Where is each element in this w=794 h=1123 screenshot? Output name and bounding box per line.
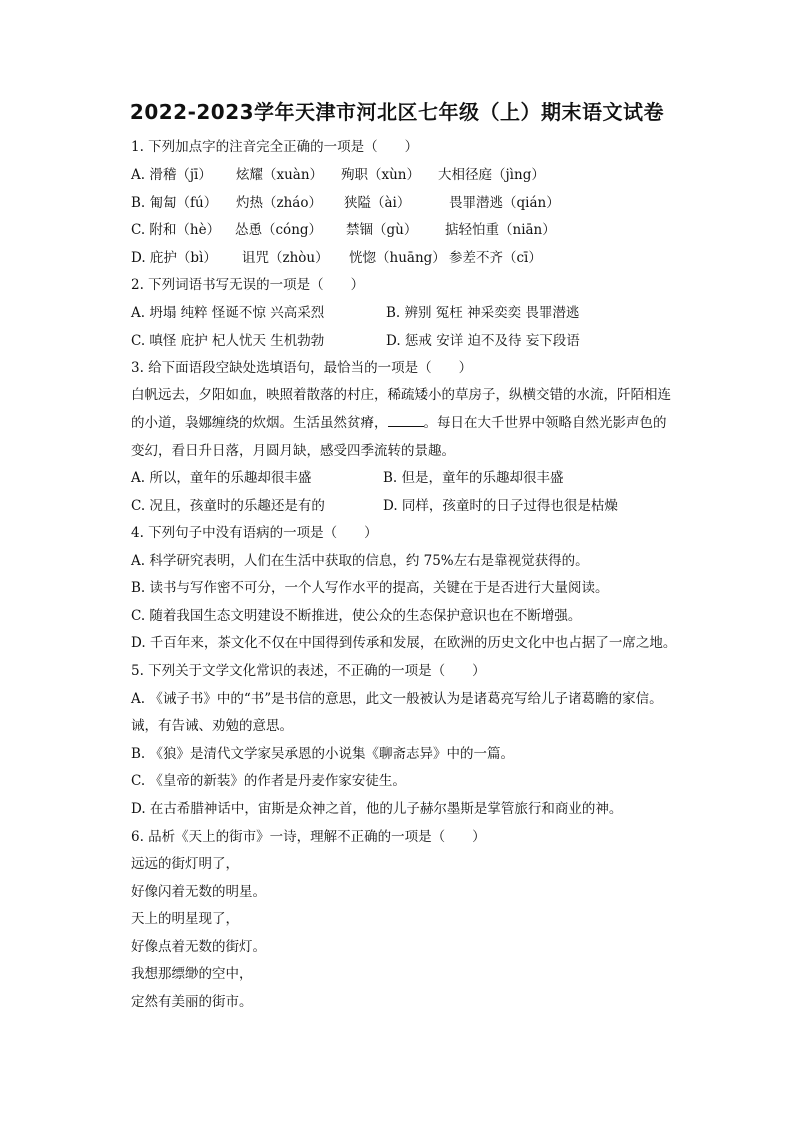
question-2-options-cd: [131, 331, 580, 351]
question-2-options-ab: [131, 303, 579, 323]
question-3-passage-line: 变幻，看日升日落，月圆月缺，感受四季流转的景趣。: [131, 443, 455, 459]
question-5-option-a: A. 《诫子书》中的“书”是书信的意思，此文一般被认为是诸葛亮写给儿子诸葛瞻的家信。: [131, 691, 663, 707]
question-1-stem: 1. 下列加点字的注音完全正确的一项是（ ）: [131, 139, 419, 155]
question-1-option-c: [131, 220, 556, 240]
question-5-option-b: B. 《狼》是清代文学家吴承恩的小说集《聊斋志异》中的一篇。: [131, 746, 515, 762]
question-3-passage-line: [131, 413, 667, 433]
option-text: A. 滑稽（jī）: [131, 167, 212, 183]
question-5-stem: 5. 下列关于文学文化常识的表述，不正确的一项是（ ）: [131, 663, 486, 679]
question-4-option-d: D. 千百年来，茶文化不仅在中国得到传承和发展，在欧洲的历史文化中也占据了一席之地。: [131, 635, 677, 651]
option-text: 恍惚（huāng）: [349, 250, 446, 266]
question-3-options-ab: [131, 468, 564, 488]
question-6-stem: 6. 品析《天上的街市》一诗，理解不正确的一项是（ ）: [131, 829, 486, 845]
option-text: C. 况且，孩童时的乐趣还是有的: [131, 498, 325, 514]
question-5-option-c: C. 《皇帝的新装》的作者是丹麦作家安徒生。: [131, 773, 406, 789]
question-5-option-a-cont: 诫，有告诫、劝勉的意思。: [131, 718, 293, 734]
question-3-passage-line: 白帆远去，夕阳如血，映照着散落的村庄，稀疏矮小的草房子，纵横交错的水流，阡陌相连: [131, 387, 671, 403]
question-4-option-a: A. 科学研究表明，人们在生活中获取的信息，约 75%左右是靠视觉获得的。: [131, 553, 589, 569]
option-text: B. 匍匐（fú）: [131, 195, 218, 211]
poem-line: 我想那缥缈的空中，: [131, 966, 253, 982]
option-text: 参差不齐（cī）: [449, 250, 542, 266]
option-text: A. 坍塌 纯粹 怪诞不惊 兴高采烈: [131, 305, 325, 321]
question-1-option-b: [131, 193, 560, 213]
option-text: C. 附和（hè）: [131, 222, 221, 238]
option-text: 掂轻怕重（niān）: [445, 222, 556, 238]
question-2-stem: 2. 下列词语书写无误的一项是（ ）: [131, 277, 365, 293]
question-3-options-cd: [131, 496, 618, 516]
poem-line: 定然有美丽的街市。: [131, 994, 253, 1010]
question-4-option-c: C. 随着我国生态文明建设不断推进，使公众的生态保护意识也在不断增强。: [131, 608, 582, 624]
option-text: A. 所以，童年的乐趣却很丰盛: [131, 470, 312, 486]
passage-text: 。每日在大千世界中领略自然光影声色的: [423, 415, 667, 431]
option-text: B. 但是，童年的乐趣却很丰盛: [383, 470, 564, 486]
poem-line: 天上的明星现了，: [131, 911, 239, 927]
option-text: 怂恿（cóng）: [235, 222, 323, 238]
question-4-stem: 4. 下列句子中没有语病的一项是（ ）: [131, 525, 378, 541]
option-text: C. 嗔怪 庇护 杞人忧天 生机勃勃: [131, 333, 325, 349]
poem-line: 远远的街灯明了，: [131, 856, 239, 872]
option-text: 炫耀（xuàn）: [236, 167, 324, 183]
poem-line: 好像闪着无数的明星。: [131, 884, 266, 900]
question-1-option-d: [131, 248, 542, 268]
passage-text: 的小道，袅娜缠绕的炊烟。生活虽然贫瘠，: [131, 415, 388, 431]
fill-blank: [388, 414, 424, 427]
question-4-option-b: B. 读书与写作密不可分，一个人写作水平的提高，关键在于是否进行大量阅读。: [131, 580, 609, 596]
option-text: D. 惩戒 安详 迫不及待 妄下段语: [386, 333, 580, 349]
question-3-stem: 3. 给下面语段空缺处选填语句，最恰当的一项是（ ）: [131, 360, 473, 376]
poem-line: 好像点着无数的街灯。: [131, 939, 266, 955]
option-text: B. 辨别 冤枉 神采奕奕 畏罪潜逃: [386, 305, 580, 321]
option-text: 殉职（xùn）: [341, 167, 421, 183]
option-text: D. 同样，孩童时的日子过得也很是枯燥: [383, 498, 618, 514]
option-text: 诅咒（zhòu）: [242, 250, 329, 266]
question-1-option-a: [131, 165, 545, 185]
option-text: 禁锢（gù）: [346, 222, 418, 238]
question-5-option-d: D. 在古希腊神话中，宙斯是众神之首，他的儿子赫尔墨斯是掌管旅行和商业的神。: [131, 801, 623, 817]
option-text: 灼热（zháo）: [236, 195, 322, 211]
option-text: 大相径庭（jìng）: [438, 167, 545, 183]
option-text: 狭隘（ài）: [344, 195, 411, 211]
option-text: 畏罪潜逃（qián）: [449, 195, 560, 211]
page-title: 2022-2023学年天津市河北区七年级（上）期末语文试卷: [129, 100, 665, 124]
option-text: D. 庇护（bì）: [131, 250, 217, 266]
